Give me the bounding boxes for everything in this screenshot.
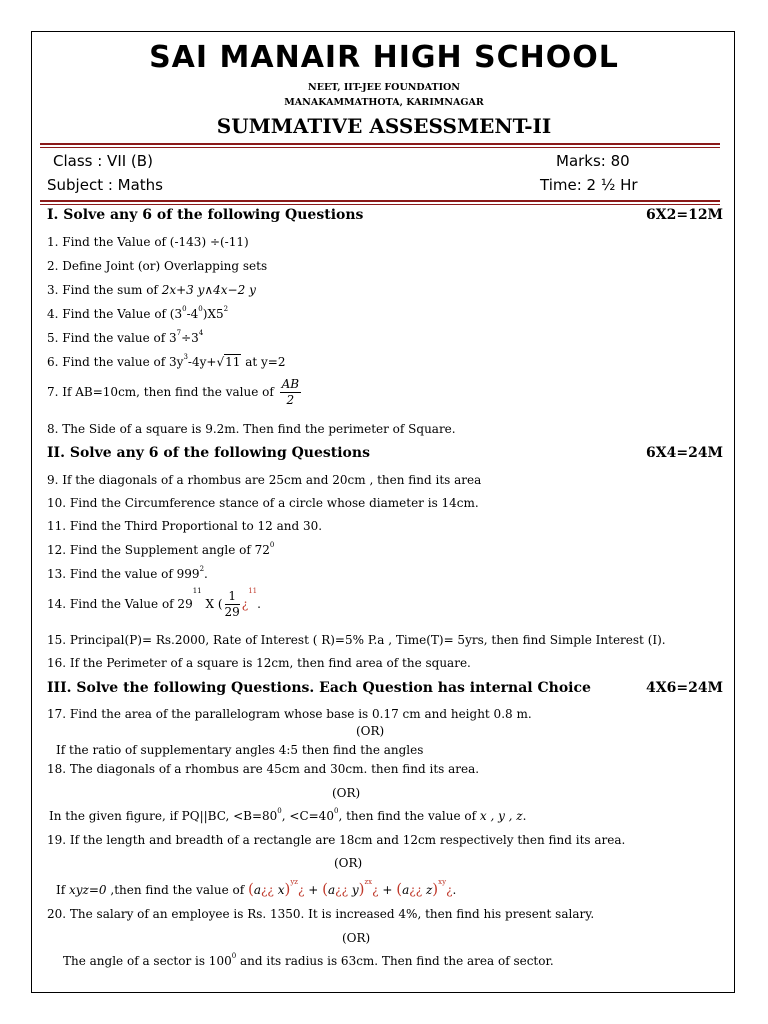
- info-rule-bottom: [40, 204, 720, 205]
- or-19: (OR): [334, 856, 363, 870]
- or-18: (OR): [332, 786, 361, 800]
- question-19-alt: If xyz=0 ,then find the value of (a¿¿ x)$^{yz}$¿ + (a¿¿ y)$^{zx}$¿ + (a¿¿ z)$^{xy}$¿.: [56, 878, 457, 898]
- question-10: 10. Find the Circumference stance of a circle whose diameter is 14cm.: [47, 496, 479, 510]
- question-19: 19. If the length and breadth of a rectangle are 18cm and 12cm respectively then find its area.: [47, 833, 626, 847]
- question-6: 6. Find the value of $3y^3-4y+√11$ at y=2: [47, 353, 286, 369]
- section-1-marks: 6X2=12M: [646, 207, 724, 223]
- question-13: 13. Find the value of $999^2$.: [47, 565, 208, 581]
- question-3: 3. Find the sum of 2x+3 y∧4x−2 y: [47, 283, 256, 297]
- question-16: 16. If the Perimeter of a square is 12cm, then find area of the square.: [47, 656, 471, 670]
- school-name: SAI MANAIR HIGH SCHOOL: [149, 40, 619, 75]
- question-20: 20. The salary of an employee is Rs. 1350. It is increased 4%, then find his present salary.: [47, 907, 595, 921]
- section-1-title: I. Solve any 6 of the following Questions: [47, 207, 364, 223]
- subject-label: Subject : Maths: [47, 176, 164, 194]
- question-1: 1. Find the Value of (-143) ÷(-11): [47, 235, 249, 249]
- section-2-marks: 6X4=24M: [646, 445, 724, 461]
- marks-label: Marks: 80: [556, 152, 630, 170]
- header-rule-bottom: [40, 147, 720, 148]
- or-20: (OR): [342, 931, 371, 945]
- question-7: 7. If AB=10cm, then find the value of $\frac{AB}{2}$: [47, 377, 300, 407]
- question-12: 12. Find the Supplement angle of $72^0$: [47, 541, 275, 557]
- fraction-1-over-29: $\frac{1}{29}$: [224, 589, 240, 619]
- info-rule-top: [40, 200, 720, 202]
- question-4: 4. Find the Value of $(3^0-4^0)X5^2$: [47, 305, 229, 321]
- or-17: (OR): [356, 724, 385, 738]
- question-17: 17. Find the area of the parallelogram whose base is 0.17 cm and height 0.8 m.: [47, 707, 532, 721]
- header-rule-top: [40, 143, 720, 145]
- question-18: 18. The diagonals of a rhombus are 45cm and 30cm. then find its area.: [47, 762, 480, 776]
- question-2: 2. Define Joint (or) Overlapping sets: [47, 259, 268, 273]
- question-17-alt: If the ratio of supplementary angles 4:5 then find the angles: [56, 743, 424, 757]
- section-3-marks: 4X6=24M: [646, 680, 724, 696]
- question-15: 15. Principal(P)= Rs.2000, Rate of Interest ( R)=5% P.a , Time(T)= 5yrs, then find Simple Interest (I).: [47, 633, 666, 647]
- location-line: MANAKAMMATHOTA, KARIMNAGAR: [284, 97, 484, 108]
- question-8: 8. The Side of a square is 9.2m. Then find the perimeter of Square.: [47, 422, 456, 436]
- foundation-line: NEET, IIT-JEE FOUNDATION: [308, 82, 460, 93]
- question-9: 9. If the diagonals of a rhombus are 25cm and 20cm , then find its area: [47, 473, 482, 487]
- section-3-title: III. Solve the following Questions. Each Question has internal Choice: [47, 680, 591, 696]
- question-5: 5. Find the value of $3^7\div 3^4$: [47, 329, 204, 345]
- question-18-alt: In the given figure, if PQ||BC, $<B=80^0$, $<C=40^0$, then find the value of x , y , z.: [49, 807, 527, 823]
- question-14: 14. Find the Value of $29^{11}$ X ( $\frac{1}{29}$ ¿$^{11}$.: [47, 587, 261, 619]
- question-11: 11. Find the Third Proportional to 12 and 30.: [47, 519, 323, 533]
- fraction-ab-over-2: $\frac{AB}{2}$: [281, 377, 300, 407]
- section-2-title: II. Solve any 6 of the following Questions: [47, 445, 370, 461]
- time-label: Time: 2 ½ Hr: [540, 176, 638, 194]
- question-20-alt: The angle of a sector is $100^0$ and its radius is 63cm. Then find the area of sector.: [63, 952, 554, 968]
- class-label: Class : VII (B): [53, 152, 153, 170]
- exam-title: SUMMATIVE ASSESSMENT-II: [216, 114, 552, 138]
